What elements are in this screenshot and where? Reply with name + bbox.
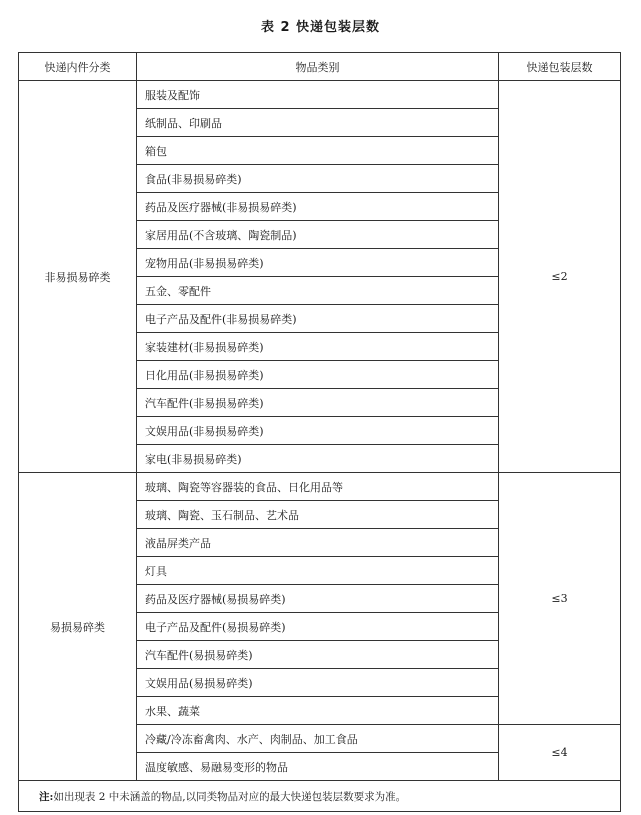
item-cell: 玻璃、陶瓷、玉石制品、艺术品 <box>137 501 499 529</box>
item-cell: 温度敏感、易融易变形的物品 <box>137 753 499 781</box>
item-cell: 玻璃、陶瓷等容器装的食品、日化用品等 <box>137 473 499 501</box>
note-cell <box>19 781 621 812</box>
header-layers: 快递包装层数 <box>499 53 621 81</box>
layers-cell: ≤4 <box>499 725 621 781</box>
item-cell: 药品及医疗器械(易损易碎类) <box>137 585 499 613</box>
item-cell: 宠物用品(非易损易碎类) <box>137 249 499 277</box>
item-cell: 液晶屏类产品 <box>137 529 499 557</box>
item-cell: 纸制品、印刷品 <box>137 109 499 137</box>
item-cell: 家居用品(不含玻璃、陶瓷制品) <box>137 221 499 249</box>
item-cell: 家装建材(非易损易碎类) <box>137 333 499 361</box>
table-title: 表 2 快递包装层数 <box>260 20 381 35</box>
item-cell: 药品及医疗器械(非易损易碎类) <box>137 193 499 221</box>
item-cell: 家电(非易损易碎类) <box>137 445 499 473</box>
item-cell: 食品(非易损易碎类) <box>137 165 499 193</box>
header-row <box>19 53 621 81</box>
layers-cell: ≤3 <box>499 473 621 725</box>
note-label: 注: <box>39 790 54 803</box>
item-cell: 电子产品及配件(易损易碎类) <box>137 613 499 641</box>
note-text: 如出现表 2 中未涵盖的物品,以同类物品对应的最大快递包装层数要求为准。 <box>53 790 407 803</box>
item-cell: 汽车配件(非易损易碎类) <box>137 389 499 417</box>
item-cell: 水果、蔬菜 <box>137 697 499 725</box>
item-cell: 日化用品(非易损易碎类) <box>137 361 499 389</box>
item-cell: 文娱用品(非易损易碎类) <box>137 417 499 445</box>
item-cell: 五金、零配件 <box>137 277 499 305</box>
item-cell: 文娱用品(易损易碎类) <box>137 669 499 697</box>
header-item-type: 物品类别 <box>137 53 499 81</box>
item-cell: 电子产品及配件(非易损易碎类) <box>137 305 499 333</box>
item-cell: 汽车配件(易损易碎类) <box>137 641 499 669</box>
header-category: 快递内件分类 <box>19 53 137 81</box>
category-cell: 易损易碎类 <box>19 473 137 781</box>
item-cell: 冷藏/冷冻畜禽肉、水产、肉制品、加工食品 <box>137 725 499 753</box>
item-cell: 服装及配饰 <box>137 81 499 109</box>
item-cell: 灯具 <box>137 557 499 585</box>
packaging-layers-table <box>18 52 621 812</box>
category-cell: 非易损易碎类 <box>19 81 137 473</box>
table-row <box>19 81 621 109</box>
table-row <box>19 473 621 501</box>
note-row <box>19 781 621 812</box>
layers-cell: ≤2 <box>499 81 621 473</box>
item-cell: 箱包 <box>137 137 499 165</box>
